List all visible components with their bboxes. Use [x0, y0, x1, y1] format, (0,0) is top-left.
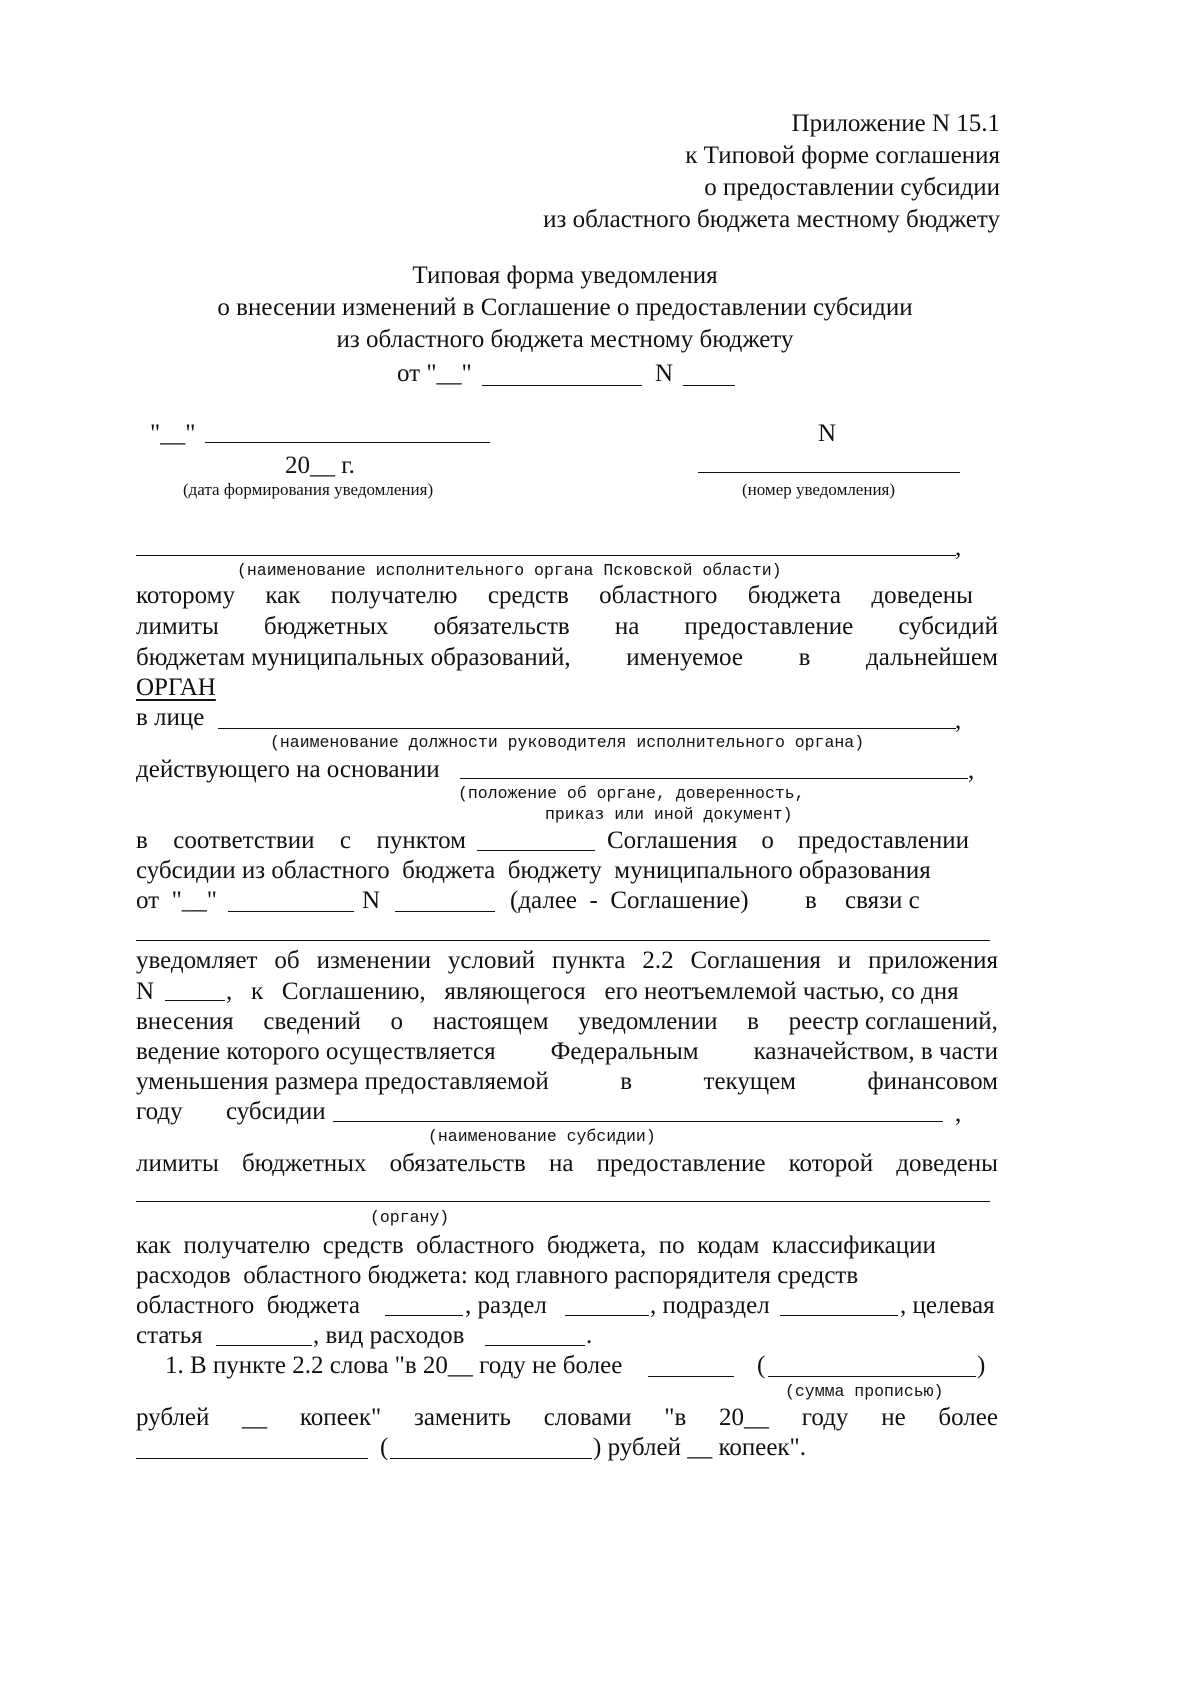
paragraph-recipient-line1: которому как получателю средств областного бюджета доведены: [136, 582, 973, 609]
appendix-ref-line4: из областного бюджета местному бюджету: [543, 206, 1000, 233]
limits-line: лимиты бюджетных обязательств на предоставление которой доведены: [136, 1150, 998, 1177]
notify-line1: уведомляет об изменении условий пункта 2.2 Соглашения и приложения: [136, 947, 998, 974]
recipient-line2: расходов областного бюджета: код главного распорядителя средств: [136, 1262, 859, 1289]
appendix-number: Приложение N 15.1: [791, 110, 1000, 137]
item1-line2: рублей __ копеек" заменить словами "в 20__ году не более: [136, 1404, 998, 1431]
recipient-line4-expense: , вид расходов: [313, 1322, 465, 1349]
notice-number-caption: (номер уведомления): [742, 480, 896, 499]
item1-new-amount-words-blank: [390, 1458, 592, 1459]
paragraph-recipient-line2: лимиты бюджетных обязательств на предоставление субсидий: [136, 613, 998, 640]
form-title-line1: Типовая форма уведомления: [412, 262, 718, 289]
agreement-hereinafter: (далее - Соглашение): [510, 887, 749, 914]
recipient-line3-section: , раздел: [465, 1292, 547, 1319]
item1-amount-blank: [648, 1376, 734, 1377]
organ-name-comma: ,: [955, 534, 962, 561]
organ-name-blank: [136, 555, 956, 556]
article-code-blank: [216, 1345, 312, 1346]
head-position-caption: (наименование должности руководителя исполнительного органа): [270, 733, 865, 752]
organ-label: ОРГАН: [136, 674, 216, 701]
item1-new-tail: ) рублей __ копеек".: [593, 1434, 807, 1461]
form-title-number-label: N: [655, 360, 674, 387]
recipient-line4-article: статья: [136, 1322, 203, 1349]
date-quote: "__": [150, 420, 196, 447]
accordance-line2: субсидии из областного бюджета бюджету муниципального образования: [136, 857, 931, 884]
appendix-ref-line2: к Типовой форме соглашения: [685, 142, 1000, 169]
agreement-due-to: связи с: [845, 887, 920, 914]
notice-number-label: N: [818, 420, 837, 447]
item1-open-paren: (: [757, 1352, 766, 1379]
accordance-line1a: в соответствии с пунктом: [136, 827, 466, 854]
accordance-date: от "__": [136, 887, 218, 914]
agreement-date-blank: [228, 911, 354, 912]
organ-name-caption: (наименование исполнительного органа Псковской области): [237, 561, 782, 580]
acting-basis-comma: ,: [968, 757, 975, 784]
form-title-number-blank: [683, 385, 735, 386]
date-caption: (дата формирования уведомления): [183, 480, 434, 499]
recipient-line3-budget: областного бюджета: [136, 1292, 360, 1319]
notify-line2-n: N: [136, 978, 155, 1005]
recipient-line3-subsection: , подраздел: [650, 1292, 770, 1319]
form-title-date: от "__": [397, 360, 472, 387]
head-position-blank: [218, 728, 956, 729]
notify-line2: , к Соглашению, являющегося его неотъемлемой частью, со дня: [226, 978, 959, 1005]
head-position-comma: ,: [955, 707, 962, 734]
acting-basis-label: действующего на основании: [136, 756, 440, 783]
notify-line4: ведение которого осуществляется Федеральным казначейством, в части: [136, 1038, 998, 1065]
notify-line6-year: году: [136, 1098, 183, 1125]
appendix-number-blank: [165, 1000, 225, 1001]
reason-blank: [136, 940, 990, 941]
recipient-line4-dot: .: [586, 1322, 593, 1349]
notify-line3: внесения сведений о настоящем уведомлении в реестр соглашений,: [136, 1008, 998, 1035]
notify-line6-subsidy: субсидии: [226, 1098, 326, 1125]
acting-basis-caption2: приказ или иной документ): [545, 805, 793, 824]
subsidy-name-blank: [333, 1121, 943, 1122]
subsidy-name-caption: (наименование субсидии): [428, 1127, 656, 1146]
clause-number-blank: [477, 850, 595, 851]
form-title-line3: из областного бюджета местному бюджету: [336, 326, 794, 353]
chief-code-blank: [385, 1315, 463, 1316]
notice-number-blank: [698, 472, 960, 473]
item1-amount-words-blank: [768, 1376, 976, 1377]
recipient-line1: как получателю средств областного бюджета, по кодам классификации: [136, 1232, 936, 1259]
recipient-line3-target: , целевая: [900, 1292, 995, 1319]
notify-line5: уменьшения размера предоставляемой в текущем финансовом: [136, 1068, 998, 1095]
agreement-in: в: [805, 887, 817, 914]
item1-line1: 1. В пункте 2.2 слова "в 20__ году не более: [165, 1352, 623, 1379]
item1-new-open-paren: (: [380, 1434, 389, 1461]
date-month-blank: [205, 442, 490, 443]
organ2-caption: (органу): [370, 1208, 450, 1227]
agreement-number-blank: [395, 911, 495, 912]
item1-new-amount-blank: [136, 1458, 368, 1459]
acting-basis-blank: [460, 778, 968, 779]
form-title-date-blank: [482, 385, 642, 386]
item1-sum-caption: (сумма прописью): [785, 1382, 944, 1401]
in-person-label: в лице: [136, 704, 205, 731]
subsection-code-blank: [780, 1315, 898, 1316]
accordance-line1b: Соглашения о предоставлении: [607, 827, 969, 854]
form-title-line2: о внесении изменений в Соглашение о предоставлении субсидии: [217, 294, 913, 321]
agreement-number-label: N: [362, 887, 381, 914]
paragraph-recipient-line3: бюджетам муниципальных образований, именуемое в дальнейшем: [136, 644, 998, 671]
organ2-blank: [136, 1201, 990, 1202]
expense-code-blank: [485, 1345, 585, 1346]
item1-close-paren: ): [977, 1352, 986, 1379]
subsidy-name-comma: ,: [955, 1100, 962, 1127]
appendix-ref-line3: о предоставлении субсидии: [704, 174, 1000, 201]
acting-basis-caption1: (положение об органе, доверенность,: [458, 784, 805, 803]
date-year: 20__ г.: [285, 452, 355, 479]
section-code-blank: [565, 1315, 649, 1316]
